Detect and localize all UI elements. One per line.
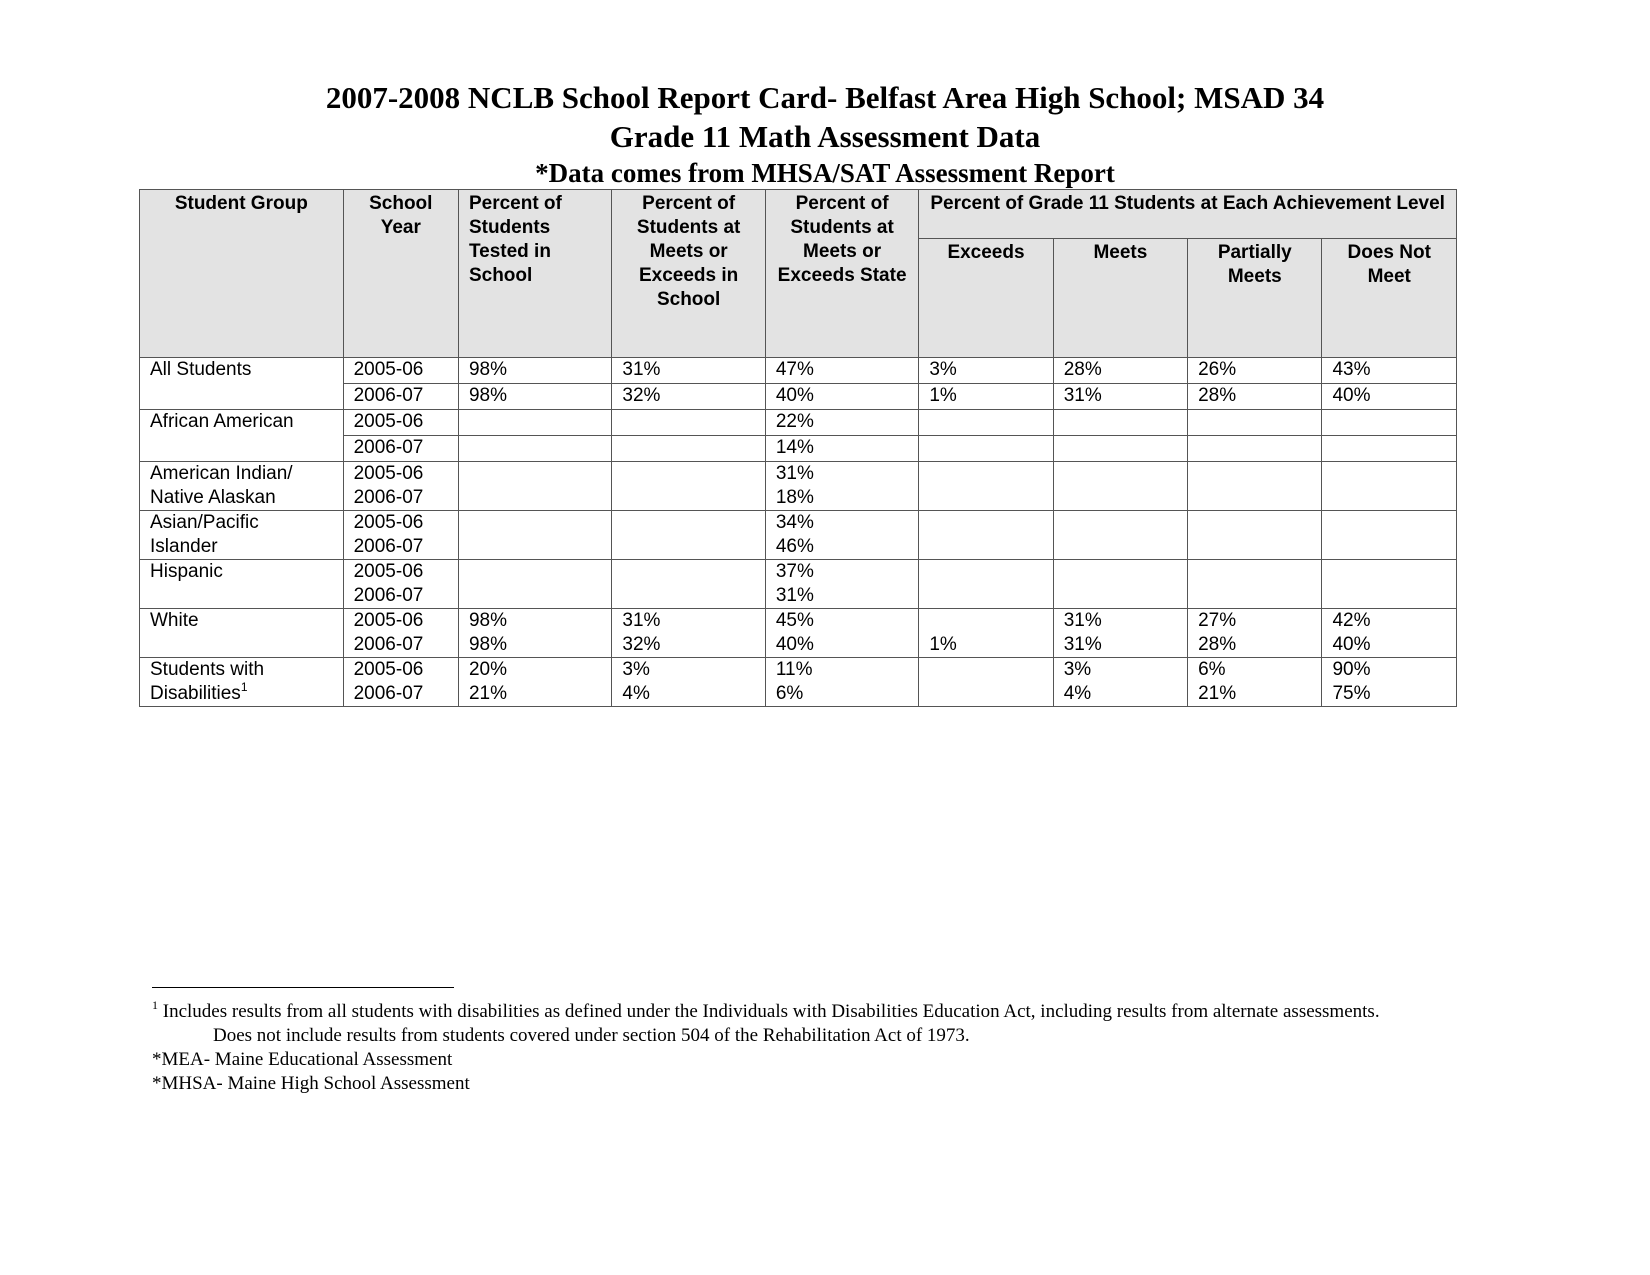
school-year-value: 2006-07 xyxy=(353,385,424,406)
percent-tested-cell xyxy=(458,410,611,436)
meets-cell xyxy=(1053,462,1187,511)
meets-exceeds-state-cell-value: 31% xyxy=(775,585,814,606)
does-not-meet-cell-value xyxy=(1332,462,1456,486)
meets-exceeds-school-value: 31% xyxy=(622,359,661,380)
footnote-1 xyxy=(152,1000,1552,1024)
partially-meets-cell-value xyxy=(1198,486,1321,510)
student-group-cell-value: Native Alaskan xyxy=(150,487,276,508)
meets-exceeds-school-cell xyxy=(612,384,765,410)
exceeds-cell-value xyxy=(929,584,1052,608)
does-not-meet-cell xyxy=(1322,436,1457,462)
meets-exceeds-state-value: 40% xyxy=(775,385,814,406)
school-year-cell xyxy=(343,358,458,384)
meets-exceeds-state-cell-value: 31% xyxy=(775,463,814,484)
student-group-cell-value: Islander xyxy=(150,536,218,557)
meets-exceeds-state-cell xyxy=(765,560,918,609)
student-group-cell xyxy=(140,609,344,658)
does-not-meet-cell xyxy=(1322,358,1457,384)
meets-cell-value: 31% xyxy=(1063,634,1102,655)
meets-exceeds-school-cell-value xyxy=(622,511,764,535)
school-year-cell xyxy=(343,462,458,511)
partially-meets-cell-value: 27% xyxy=(1198,610,1237,631)
table-row xyxy=(140,511,1457,560)
exceeds-cell xyxy=(919,511,1053,560)
footnote-mark: 1 xyxy=(152,998,158,1012)
meets-exceeds-school-cell xyxy=(612,609,765,658)
partially-meets-cell xyxy=(1188,658,1322,707)
exceeds-cell-value xyxy=(929,535,1052,559)
partially-meets-cell-value xyxy=(1198,535,1321,559)
meets-cell xyxy=(1053,384,1187,410)
partially-meets-cell xyxy=(1188,410,1322,436)
meets-exceeds-school-cell xyxy=(612,410,765,436)
exceeds-cell xyxy=(919,436,1053,462)
table-row xyxy=(140,410,1457,436)
table-row xyxy=(140,560,1457,609)
percent-tested-value: 98% xyxy=(468,385,507,406)
does-not-meet-cell-value xyxy=(1332,535,1456,559)
does-not-meet-value: 43% xyxy=(1332,359,1371,380)
meets-exceeds-state-cell xyxy=(765,436,918,462)
partially-meets-cell-value xyxy=(1198,462,1321,486)
exceeds-cell-value xyxy=(929,511,1052,535)
exceeds-value xyxy=(929,410,1052,435)
meets-cell-value xyxy=(1064,584,1187,608)
percent-tested-value xyxy=(469,436,611,461)
does-not-meet-cell-value xyxy=(1332,584,1456,608)
does-not-meet-cell-value: 75% xyxy=(1332,683,1371,704)
meets-exceeds-state-cell-value: 45% xyxy=(775,610,814,631)
meets-cell-value: 31% xyxy=(1063,610,1102,631)
school-year-cell xyxy=(343,560,458,609)
meets-exceeds-state-cell xyxy=(765,410,918,436)
percent-tested-cell xyxy=(458,511,611,560)
percent-tested-cell xyxy=(458,609,611,658)
document-title-block xyxy=(0,78,1650,190)
student-group-cell-value: Students with xyxy=(150,659,265,680)
school-year-cell xyxy=(343,384,458,410)
student-group-cell-value: White xyxy=(150,610,199,631)
school-year-cell-value: 2005-06 xyxy=(353,463,424,484)
meets-exceeds-school-cell xyxy=(612,436,765,462)
school-year-cell-value: 2006-07 xyxy=(353,487,424,508)
exceeds-cell xyxy=(919,462,1053,511)
school-year-value: 2005-06 xyxy=(353,411,424,432)
percent-tested-cell-value: 98% xyxy=(468,634,507,655)
school-year-cell-value: 2006-07 xyxy=(353,536,424,557)
meets-value: 28% xyxy=(1063,359,1102,380)
header-student-group: Student Group xyxy=(140,190,344,358)
school-year-cell-value: 2005-06 xyxy=(353,561,424,582)
partially-meets-value xyxy=(1198,436,1321,461)
table-row xyxy=(140,609,1457,658)
percent-tested-cell-value xyxy=(469,560,611,584)
meets-cell-value xyxy=(1064,535,1187,559)
meets-cell xyxy=(1053,358,1187,384)
partially-meets-cell-value: 28% xyxy=(1198,634,1237,655)
exceeds-cell-value xyxy=(929,609,1052,633)
does-not-meet-cell-value: 42% xyxy=(1332,610,1371,631)
meets-exceeds-state-cell-value: 37% xyxy=(775,561,814,582)
percent-tested-cell xyxy=(458,384,611,410)
meets-exceeds-state-cell-value: 18% xyxy=(775,487,814,508)
meets-exceeds-school-cell xyxy=(612,358,765,384)
exceeds-cell xyxy=(919,609,1053,658)
percent-tested-cell-value xyxy=(469,462,611,486)
school-year-cell xyxy=(343,410,458,436)
exceeds-cell-value xyxy=(929,462,1052,486)
student-group-cell xyxy=(140,462,344,511)
meets-exceeds-state-cell-value: 11% xyxy=(775,659,813,680)
meets-cell xyxy=(1053,560,1187,609)
does-not-meet-value: 40% xyxy=(1332,385,1371,406)
meets-cell-value xyxy=(1064,486,1187,510)
header-meets: Meets xyxy=(1053,239,1187,358)
partially-meets-cell-value xyxy=(1198,560,1321,584)
footnote-1-continued: Does not include results from students covered under section 504 of the Rehabilitation Act of 1973. xyxy=(213,1025,970,1046)
meets-exceeds-state-cell xyxy=(765,658,918,707)
table-body xyxy=(140,358,1457,707)
partially-meets-cell xyxy=(1188,560,1322,609)
does-not-meet-cell-value: 90% xyxy=(1332,659,1371,680)
meets-cell xyxy=(1053,436,1187,462)
does-not-meet-cell xyxy=(1322,511,1457,560)
exceeds-cell-value xyxy=(929,658,1052,682)
student-group-cell xyxy=(140,410,344,462)
meets-exceeds-school-cell-value: 4% xyxy=(622,683,650,704)
meets-exceeds-state-value: 14% xyxy=(775,437,814,458)
school-year-cell-value: 2005-06 xyxy=(353,610,424,631)
partially-meets-cell xyxy=(1188,436,1322,462)
school-year-cell xyxy=(343,609,458,658)
meets-value: 31% xyxy=(1063,385,1102,406)
school-year-cell-value: 2006-07 xyxy=(353,634,424,655)
percent-tested-value xyxy=(469,410,611,435)
table-row xyxy=(140,658,1457,707)
meets-exceeds-state-cell-value: 40% xyxy=(775,634,814,655)
student-group-cell-value: All Students xyxy=(150,359,252,380)
exceeds-value: 1% xyxy=(929,385,957,406)
exceeds-cell xyxy=(919,658,1053,707)
meets-exceeds-school-cell-value: 32% xyxy=(622,634,661,655)
partially-meets-cell xyxy=(1188,384,1322,410)
percent-tested-cell-value: 20% xyxy=(468,659,507,680)
student-group-cell xyxy=(140,358,344,410)
meets-cell-value xyxy=(1064,462,1187,486)
school-year-value: 2005-06 xyxy=(353,359,424,380)
does-not-meet-cell xyxy=(1322,560,1457,609)
does-not-meet-cell xyxy=(1322,410,1457,436)
student-group-cell-value: Asian/Pacific xyxy=(150,512,259,533)
meets-exceeds-state-cell xyxy=(765,511,918,560)
school-year-cell-value: 2005-06 xyxy=(353,512,424,533)
meets-exceeds-school-cell xyxy=(612,658,765,707)
meets-exceeds-state-cell xyxy=(765,609,918,658)
percent-tested-value: 98% xyxy=(468,359,507,380)
student-group-cell-value: African American xyxy=(150,411,294,432)
header-percent-tested: Percent of Students Tested in School xyxy=(458,190,611,358)
table-row xyxy=(140,358,1457,384)
meets-exceeds-school-cell-value xyxy=(622,584,764,608)
percent-tested-cell-value xyxy=(469,584,611,608)
header-school-year: School Year xyxy=(343,190,458,358)
footnotes xyxy=(152,1000,1552,1096)
exceeds-cell-value: 1% xyxy=(929,634,957,655)
exceeds-cell xyxy=(919,560,1053,609)
meets-cell-value: 3% xyxy=(1063,659,1092,680)
meets-value xyxy=(1064,410,1187,435)
does-not-meet-value xyxy=(1332,410,1456,435)
meets-cell xyxy=(1053,609,1187,658)
partially-meets-cell xyxy=(1188,358,1322,384)
school-year-cell xyxy=(343,436,458,462)
note-mea: *MEA- Maine Educational Assessment xyxy=(152,1049,453,1070)
header-meets-exceeds-state: Percent of Students at Meets or Exceeds State xyxy=(765,190,918,358)
meets-exceeds-state-cell xyxy=(765,384,918,410)
percent-tested-cell xyxy=(458,560,611,609)
partially-meets-cell xyxy=(1188,462,1322,511)
meets-exceeds-school-cell xyxy=(612,560,765,609)
percent-tested-cell-value xyxy=(469,511,611,535)
does-not-meet-value xyxy=(1332,436,1456,461)
header-exceeds: Exceeds xyxy=(919,239,1053,358)
school-year-cell-value: 2006-07 xyxy=(353,585,424,606)
meets-exceeds-school-cell-value xyxy=(622,560,764,584)
meets-exceeds-school-value xyxy=(622,436,764,461)
exceeds-value xyxy=(929,436,1052,461)
meets-cell xyxy=(1053,511,1187,560)
meets-exceeds-state-cell-value: 46% xyxy=(775,536,814,557)
school-year-cell-value: 2006-07 xyxy=(353,683,424,704)
does-not-meet-cell xyxy=(1322,609,1457,658)
table-row xyxy=(140,462,1457,511)
school-year-value: 2006-07 xyxy=(353,437,424,458)
does-not-meet-cell xyxy=(1322,384,1457,410)
meets-exceeds-school-cell-value: 31% xyxy=(622,610,661,631)
exceeds-cell-value xyxy=(929,682,1052,706)
meets-exceeds-school-cell xyxy=(612,511,765,560)
percent-tested-cell-value xyxy=(469,535,611,559)
meets-exceeds-state-value: 47% xyxy=(775,359,814,380)
school-year-cell-value: 2005-06 xyxy=(353,659,424,680)
header-meets-exceeds-school: Percent of Students at Meets or Exceeds in School xyxy=(612,190,765,358)
percent-tested-cell xyxy=(458,462,611,511)
student-group-cell xyxy=(140,560,344,609)
percent-tested-cell-value xyxy=(469,486,611,510)
partially-meets-cell-value: 6% xyxy=(1198,659,1226,680)
note-mhsa: *MHSA- Maine High School Assessment xyxy=(152,1073,470,1094)
does-not-meet-cell-value: 40% xyxy=(1332,634,1371,655)
meets-exceeds-state-cell xyxy=(765,358,918,384)
exceeds-cell-value xyxy=(929,560,1052,584)
percent-tested-cell xyxy=(458,658,611,707)
meets-exceeds-state-cell-value: 6% xyxy=(775,683,804,704)
header-partially-meets: Partially Meets xyxy=(1188,239,1322,358)
meets-exceeds-school-value: 32% xyxy=(622,385,661,406)
does-not-meet-cell-value xyxy=(1332,560,1456,584)
report-subtitle: Grade 11 Math Assessment Data xyxy=(609,119,1041,154)
school-year-cell xyxy=(343,658,458,707)
meets-cell xyxy=(1053,658,1187,707)
partially-meets-cell xyxy=(1188,609,1322,658)
footnote-mark: 1 xyxy=(240,680,248,694)
percent-tested-cell-value: 98% xyxy=(468,610,507,631)
meets-exceeds-school-cell-value: 3% xyxy=(622,659,650,680)
meets-cell-value xyxy=(1064,560,1187,584)
does-not-meet-cell xyxy=(1322,462,1457,511)
meets-cell-value: 4% xyxy=(1063,683,1092,704)
school-year-cell xyxy=(343,511,458,560)
meets-cell xyxy=(1053,410,1187,436)
percent-tested-cell xyxy=(458,358,611,384)
report-title: 2007-2008 NCLB School Report Card- Belfast Area High School; MSAD 34 xyxy=(325,80,1325,115)
meets-exceeds-state-value: 22% xyxy=(775,411,814,432)
student-group-cell xyxy=(140,658,344,707)
student-group-value: Disabilities xyxy=(150,683,241,704)
header-does-not-meet: Does Not Meet xyxy=(1322,239,1457,358)
exceeds-cell-value xyxy=(929,486,1052,510)
does-not-meet-cell-value xyxy=(1332,511,1456,535)
meets-exceeds-school-cell-value xyxy=(622,486,764,510)
partially-meets-cell-value: 21% xyxy=(1198,683,1237,704)
student-group-cell-value xyxy=(150,682,343,706)
meets-exceeds-school-cell-value xyxy=(622,462,764,486)
meets-exceeds-school-value xyxy=(622,410,764,435)
assessment-table xyxy=(139,189,1457,707)
meets-cell-value xyxy=(1064,511,1187,535)
data-source-note: *Data comes from MHSA/SAT Assessment Report xyxy=(535,158,1115,188)
percent-tested-cell xyxy=(458,436,611,462)
partially-meets-cell-value xyxy=(1198,511,1321,535)
exceeds-cell xyxy=(919,384,1053,410)
student-group-cell-value: Hispanic xyxy=(150,561,223,582)
exceeds-cell xyxy=(919,410,1053,436)
percent-tested-cell-value: 21% xyxy=(468,683,507,704)
meets-exceeds-state-cell-value: 34% xyxy=(775,512,814,533)
student-group-cell xyxy=(140,511,344,560)
does-not-meet-cell-value xyxy=(1332,486,1456,510)
partially-meets-value: 26% xyxy=(1198,359,1237,380)
footnote-divider xyxy=(152,987,454,988)
exceeds-value: 3% xyxy=(929,359,957,380)
meets-exceeds-school-cell-value xyxy=(622,535,764,559)
header-achievement-level: Percent of Grade 11 Students at Each Achievement Level xyxy=(919,190,1457,239)
meets-exceeds-state-cell xyxy=(765,462,918,511)
meets-value xyxy=(1064,436,1187,461)
does-not-meet-cell xyxy=(1322,658,1457,707)
student-group-cell-value: American Indian/ xyxy=(150,463,293,484)
partially-meets-cell-value xyxy=(1198,584,1321,608)
partially-meets-value xyxy=(1198,410,1321,435)
partially-meets-value: 28% xyxy=(1198,385,1237,406)
exceeds-cell xyxy=(919,358,1053,384)
meets-exceeds-school-cell xyxy=(612,462,765,511)
footnote-1-text: Includes results from all students with disabilities as defined under the Individuals with Disabilities Education Act, including results from alternate assessments. xyxy=(162,1001,1380,1022)
partially-meets-cell xyxy=(1188,511,1322,560)
